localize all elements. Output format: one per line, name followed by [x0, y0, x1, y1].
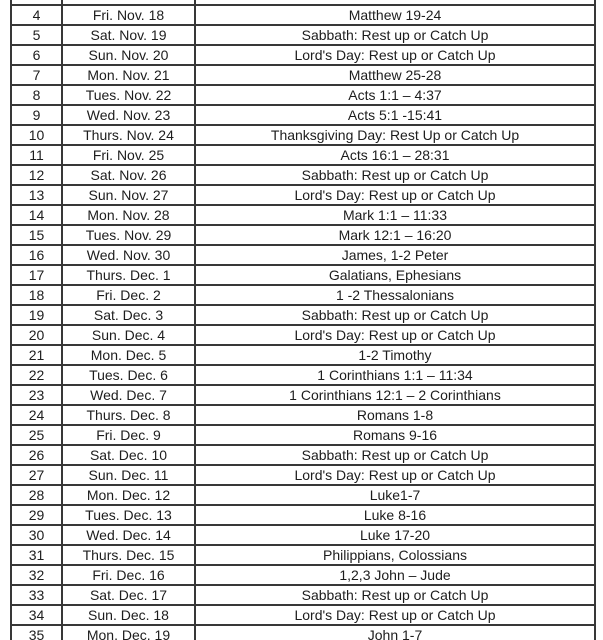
date-cell: Wed. Nov. 23: [63, 106, 196, 126]
date-cell: Sat. Nov. 19: [63, 26, 196, 46]
reading-cell: Sabbath: Rest up or Catch Up: [196, 166, 596, 186]
day-number-cell: 19: [12, 306, 63, 326]
table-row: [12, 626, 596, 640]
day-number-cell: 15: [12, 226, 63, 246]
table-row: [12, 166, 596, 186]
table-row: [12, 586, 596, 606]
reading-cell: James, 1-2 Peter: [196, 246, 596, 266]
reading-cell: Luke 8-16: [196, 506, 596, 526]
date-cell: Fri. Nov. 18: [63, 6, 196, 26]
reading-cell: Matthew 25-28: [196, 66, 596, 86]
table-row: [12, 266, 596, 286]
reading-cell: Mark 12:1 – 16:20: [196, 226, 596, 246]
day-number-cell: 9: [12, 106, 63, 126]
day-number-cell: 5: [12, 26, 63, 46]
date-cell: Thurs. Dec. 8: [63, 406, 196, 426]
date-cell: Tues. Dec. 6: [63, 366, 196, 386]
schedule-table-body: [12, 0, 596, 640]
reading-cell: 1-2 Timothy: [196, 346, 596, 366]
table-row: [12, 46, 596, 66]
reading-cell: Sabbath: Rest up or Catch Up: [196, 306, 596, 326]
day-number-cell: 4: [12, 6, 63, 26]
reading-cell: Lord's Day: Rest up or Catch Up: [196, 606, 596, 626]
table-row: [12, 486, 596, 506]
table-row: [12, 226, 596, 246]
day-number-cell: 31: [12, 546, 63, 566]
day-number-cell: 6: [12, 46, 63, 66]
reading-cell: Lord's Day: Rest up or Catch Up: [196, 186, 596, 206]
table-row: [12, 606, 596, 626]
reading-cell: Lord's Day: Rest up or Catch Up: [196, 46, 596, 66]
reading-cell: Matthew 19-24: [196, 6, 596, 26]
table-row: [12, 506, 596, 526]
date-cell: Mon. Dec. 5: [63, 346, 196, 366]
reading-cell: 1,2,3 John – Jude: [196, 566, 596, 586]
reading-cell: Sabbath: Rest up or Catch Up: [196, 26, 596, 46]
date-cell: Wed. Dec. 7: [63, 386, 196, 406]
day-number-cell: 12: [12, 166, 63, 186]
day-number-cell: 10: [12, 126, 63, 146]
reading-cell: Acts 5:1 -15:41: [196, 106, 596, 126]
reading-cell: Romans 1-8: [196, 406, 596, 426]
date-cell: Sun. Dec. 11: [63, 466, 196, 486]
date-cell: Thurs. Nov. 24: [63, 126, 196, 146]
day-number-cell: 35: [12, 626, 63, 640]
reading-cell: Mark 1:1 – 11:33: [196, 206, 596, 226]
reading-cell: Luke1-7: [196, 486, 596, 506]
day-number-cell: 13: [12, 186, 63, 206]
reading-cell: Lord's Day: Rest up or Catch Up: [196, 466, 596, 486]
table-row: [12, 186, 596, 206]
date-cell: Wed. Dec. 14: [63, 526, 196, 546]
reading-cell: 1 Corinthians 1:1 – 11:34: [196, 366, 596, 386]
table-row: [12, 386, 596, 406]
reading-cell: Thanksgiving Day: Rest Up or Catch Up: [196, 126, 596, 146]
date-cell: Fri. Dec. 16: [63, 566, 196, 586]
reading-cell: Acts 16:1 – 28:31: [196, 146, 596, 166]
day-number-cell: 11: [12, 146, 63, 166]
date-cell: Fri. Dec. 2: [63, 286, 196, 306]
day-number-cell: 27: [12, 466, 63, 486]
date-cell: Mon. Dec. 19: [63, 626, 196, 640]
table-row: [12, 106, 596, 126]
date-cell: Thurs. Dec. 15: [63, 546, 196, 566]
date-cell: Thurs. Dec. 1: [63, 266, 196, 286]
reading-cell: 1 Corinthians 12:1 – 2 Corinthians: [196, 386, 596, 406]
table-row: [12, 346, 596, 366]
table-row: [12, 366, 596, 386]
reading-cell: Sabbath: Rest up or Catch Up: [196, 446, 596, 466]
date-cell: Mon. Nov. 21: [63, 66, 196, 86]
table-row: [12, 446, 596, 466]
table-row: [12, 326, 596, 346]
reading-cell: Lord's Day: Rest up or Catch Up: [196, 326, 596, 346]
day-number-cell: 16: [12, 246, 63, 266]
reading-cell: John 1-7: [196, 626, 596, 640]
date-cell: Mon. Nov. 28: [63, 206, 196, 226]
day-number-cell: 23: [12, 386, 63, 406]
reading-cell: Philippians, Colossians: [196, 546, 596, 566]
date-cell: Fri. Dec. 9: [63, 426, 196, 446]
day-number-cell: 32: [12, 566, 63, 586]
reading-cell: Acts 1:1 – 4:37: [196, 86, 596, 106]
date-cell: Sun. Nov. 20: [63, 46, 196, 66]
date-cell: Sat. Dec. 3: [63, 306, 196, 326]
table-row: [12, 566, 596, 586]
table-row: [12, 146, 596, 166]
day-number-cell: 34: [12, 606, 63, 626]
date-cell: Fri. Nov. 25: [63, 146, 196, 166]
table-row: [12, 286, 596, 306]
day-number-cell: 7: [12, 66, 63, 86]
day-number-cell: 26: [12, 446, 63, 466]
table-row: [12, 86, 596, 106]
day-number-cell: 21: [12, 346, 63, 366]
date-cell: Tues. Dec. 13: [63, 506, 196, 526]
date-cell: Sun. Dec. 4: [63, 326, 196, 346]
table-row: [12, 466, 596, 486]
reading-schedule-table: [10, 0, 596, 640]
reading-cell: Sabbath: Rest up or Catch Up: [196, 586, 596, 606]
table-row: [12, 246, 596, 266]
table-row: [12, 6, 596, 26]
reading-cell: Galatians, Ephesians: [196, 266, 596, 286]
date-cell: Sun. Dec. 18: [63, 606, 196, 626]
table-row: [12, 426, 596, 446]
day-number-cell: 24: [12, 406, 63, 426]
day-number-cell: 8: [12, 86, 63, 106]
date-cell: Sun. Nov. 27: [63, 186, 196, 206]
date-cell: Wed. Nov. 30: [63, 246, 196, 266]
day-number-cell: 30: [12, 526, 63, 546]
table-row: [12, 406, 596, 426]
day-number-cell: 29: [12, 506, 63, 526]
date-cell: Mon. Dec. 12: [63, 486, 196, 506]
reading-cell: Romans 9-16: [196, 426, 596, 446]
day-number-cell: 33: [12, 586, 63, 606]
table-row: [12, 206, 596, 226]
day-number-cell: 28: [12, 486, 63, 506]
table-row: [12, 546, 596, 566]
date-cell: Sat. Dec. 17: [63, 586, 196, 606]
date-cell: Sat. Nov. 26: [63, 166, 196, 186]
date-cell: Tues. Nov. 22: [63, 86, 196, 106]
day-number-cell: 17: [12, 266, 63, 286]
day-number-cell: 18: [12, 286, 63, 306]
reading-cell: 1 -2 Thessalonians: [196, 286, 596, 306]
table-row: [12, 306, 596, 326]
table-row: [12, 66, 596, 86]
day-number-cell: 20: [12, 326, 63, 346]
table-row: [12, 126, 596, 146]
day-number-cell: 25: [12, 426, 63, 446]
table-row: [12, 526, 596, 546]
table-row: [12, 26, 596, 46]
day-number-cell: 14: [12, 206, 63, 226]
reading-cell: Luke 17-20: [196, 526, 596, 546]
day-number-cell: 22: [12, 366, 63, 386]
date-cell: Tues. Nov. 29: [63, 226, 196, 246]
date-cell: Sat. Dec. 10: [63, 446, 196, 466]
